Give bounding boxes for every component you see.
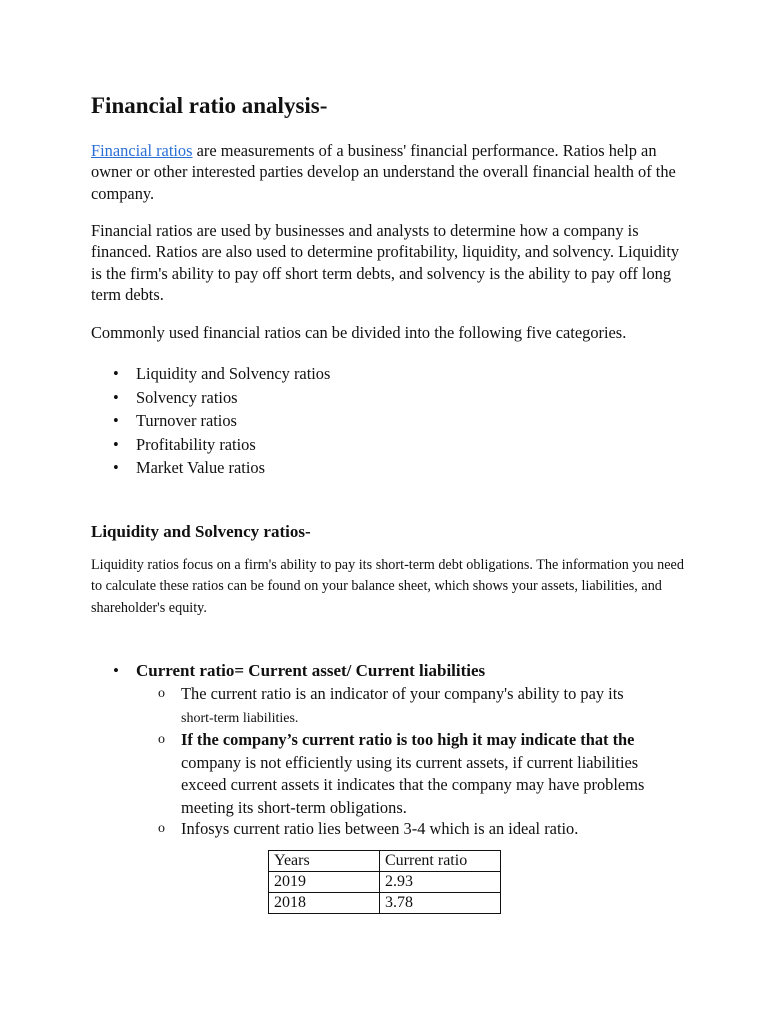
sub-bullet-marker: o	[158, 686, 165, 701]
paragraph-categories-intro: Commonly used financial ratios can be divided into the following five categories.	[91, 323, 627, 342]
list-item: • Solvency ratios	[91, 386, 330, 410]
sub-point-too-high	[158, 729, 681, 819]
table-cell: 2018	[269, 893, 380, 914]
list-item: • Market Value ratios	[91, 456, 330, 480]
table-cell: 2.93	[380, 872, 501, 893]
sub-bullet-marker: o	[158, 732, 165, 747]
section-description: Liquidity ratios focus on a firm's ability to pay its short-term debt obligations. The information you need to calculate these ratios can be found on your balance sheet, which shows your assets, liabilities, and shareholder's equity.	[91, 557, 684, 616]
sub-bullet-marker: o	[158, 821, 165, 836]
sub-point-bold-text: If the company’s current ratio is too high it may indicate that the	[181, 730, 635, 749]
table-row	[269, 893, 501, 914]
intro-paragraph	[91, 140, 691, 204]
table-cell: 2019	[269, 872, 380, 893]
table-cell: 3.78	[380, 893, 501, 914]
sub-point-indicator	[158, 683, 681, 730]
current-ratio-formula: • Current ratio= Current asset/ Current liabilities	[91, 660, 485, 682]
list-item: • Profitability ratios	[91, 433, 330, 457]
data-table	[268, 850, 501, 914]
section-heading: Liquidity and Solvency ratios-	[91, 522, 311, 541]
financial-ratios-link[interactable]: Financial ratios	[91, 141, 193, 160]
categories-list	[91, 362, 330, 480]
table-header-cell: Current ratio	[380, 851, 501, 872]
page-title: Financial ratio analysis-	[91, 93, 328, 118]
current-ratio-table	[268, 850, 501, 914]
list-item: • Liquidity and Solvency ratios	[91, 362, 330, 386]
sub-point-text: Infosys current ratio lies between 3-4 which is an ideal ratio.	[181, 819, 579, 838]
intro-text: are measurements of a business' financial performance. Ratios help an owner or other interested parties develop an understand the overall financial health of the company.	[91, 141, 676, 203]
table-header-cell: Years	[269, 851, 380, 872]
sub-point-infosys	[158, 818, 681, 841]
list-item: • Turnover ratios	[91, 409, 330, 433]
paragraph-financing: Financial ratios are used by businesses and analysts to determine how a company is financed. Ratios are also used to determine profitability, liquidity, and solvency. Liquidity is the firm's ability to pay off short term debts, and solvency is the ability to pay off long term debts.	[91, 221, 680, 304]
table-row	[269, 872, 501, 893]
sub-point-text: company is not efficiently using its current assets, if current liabilities exceed current assets it indicates that the company may have problems meeting its short-term obligations.	[181, 752, 645, 817]
sub-point-text-small: short-term liabilities.	[181, 710, 299, 726]
table-header-row	[269, 851, 501, 872]
sub-point-text: The current ratio is an indicator of your company's ability to pay its	[181, 684, 624, 703]
